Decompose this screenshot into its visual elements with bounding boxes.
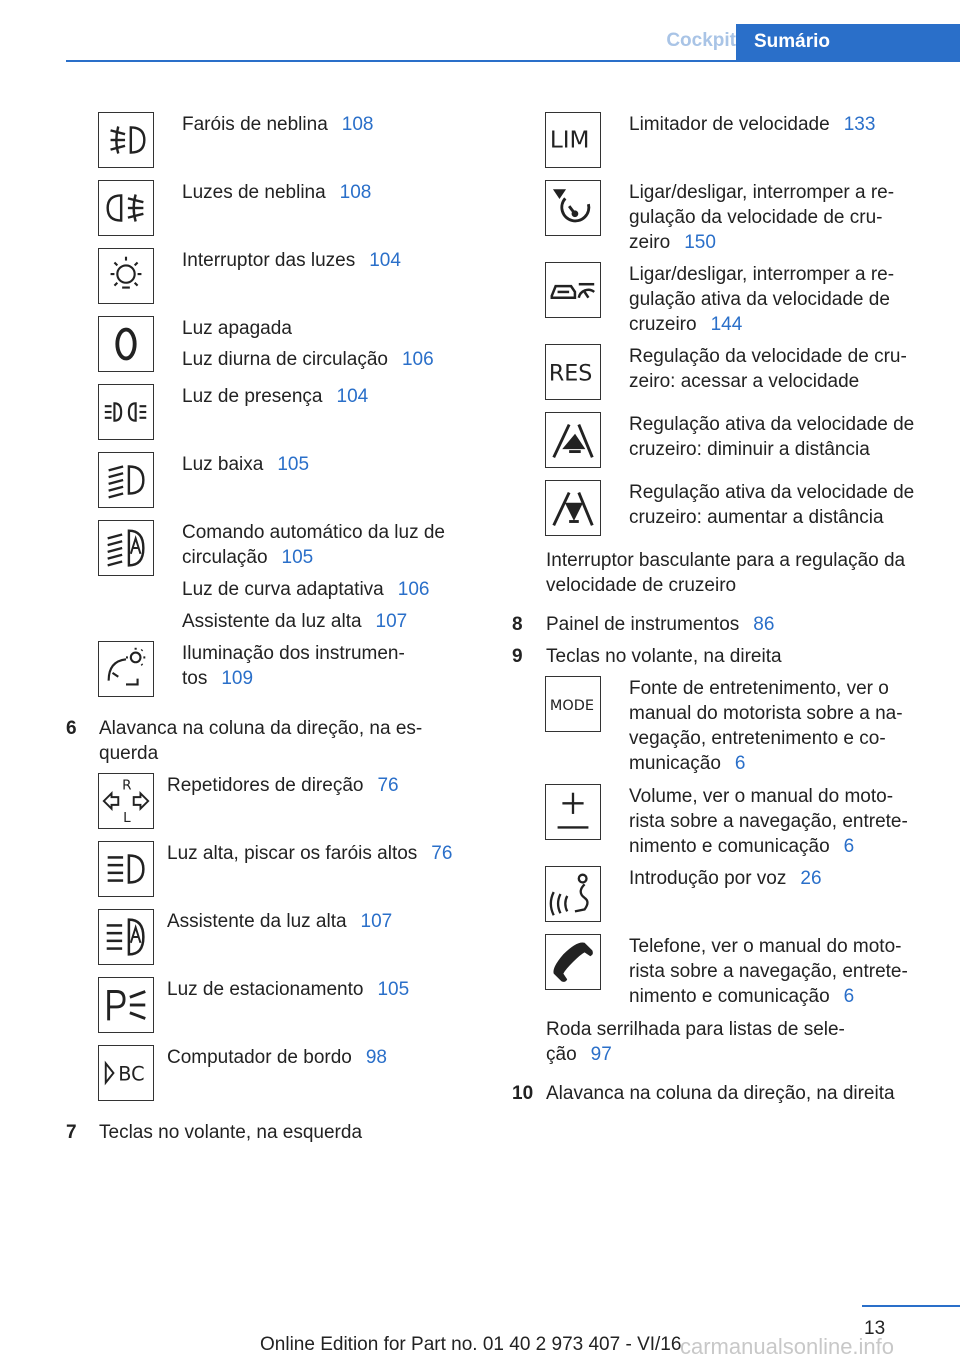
page-ref-link[interactable]: 107 <box>360 911 393 932</box>
tab-summary[interactable]: Sumário <box>736 24 960 62</box>
distance-decrease-icon <box>545 412 601 468</box>
page-ref-link[interactable]: 109 <box>221 668 254 689</box>
item9-entry-0-line1: manual do motorista sobre a na- <box>629 703 903 724</box>
svg-text:R: R <box>122 777 132 794</box>
zero-icon <box>98 316 154 372</box>
page-ref-link[interactable]: 104 <box>336 386 369 407</box>
mode-icon <box>545 676 601 732</box>
item9-entry-0-line0: Fonte de entretenimento, ver o <box>629 678 889 699</box>
item9-entry-0-line3: municação 6 <box>629 753 746 774</box>
res-icon <box>545 344 601 400</box>
low-beam-icon <box>98 452 154 508</box>
item6-entry-0: Repetidores de direção 76 <box>167 775 399 796</box>
rocker-switch-text-line2: velocidade de cruzeiro <box>546 575 737 596</box>
page-ref-link[interactable]: 6 <box>843 836 855 857</box>
auto-light-icon <box>98 520 154 576</box>
page-ref-link[interactable]: 133 <box>843 114 876 135</box>
active-cruise-icon <box>545 262 601 318</box>
fog-headlights-icon <box>98 112 154 168</box>
left-entry-7-line0: Iluminação dos instrumen- <box>182 643 405 664</box>
fog-lights-icon <box>98 180 154 236</box>
item7-text: Teclas no volante, na esquerda <box>99 1122 363 1143</box>
item9-entry-1-line2: nimento e comunicação 6 <box>629 836 855 857</box>
page-ref-link[interactable]: 106 <box>401 349 434 370</box>
lim-label: LIM <box>549 127 590 154</box>
right-entry-3-line0: Regulação da velocidade de cru- <box>629 346 907 367</box>
left-entry-6-line3: Assistente da luz alta 107 <box>182 611 408 632</box>
right-entry-2-line0: Ligar/desligar, interromper a re- <box>629 264 895 285</box>
board-computer-icon <box>98 1045 154 1101</box>
item-number: 8 <box>512 614 523 635</box>
edition-text: Online Edition for Part no. 01 40 2 973 407 - VI/16 <box>260 1334 682 1355</box>
instrument-lighting-icon <box>98 641 154 697</box>
left-entry-6-line0: Comando automático da luz de <box>182 522 445 543</box>
turn-signals-icon <box>98 773 154 829</box>
left-entry-2: Interruptor das luzes 104 <box>182 250 401 271</box>
page-ref-link[interactable]: 144 <box>710 314 743 335</box>
thumbwheel-text-line1: Roda serrilhada para listas de sele- <box>546 1019 845 1040</box>
right-entry-5-line0: Regulação ativa da velocidade de <box>629 482 915 503</box>
item-number: 6 <box>66 718 77 739</box>
item9-entry-3-line0: Telefone, ver o manual do moto- <box>629 936 902 957</box>
page-ref-link[interactable]: 98 <box>365 1047 387 1068</box>
right-entry-4-line0: Regulação ativa da velocidade de <box>629 414 915 435</box>
lim-icon <box>545 112 601 168</box>
volume-icon <box>545 784 601 840</box>
left-entry-6-line1: circulação 105 <box>182 547 314 568</box>
header-rule <box>66 60 960 62</box>
item6-entry-3: Luz de estacionamento 105 <box>167 979 410 1000</box>
right-entry-5-line1: cruzeiro: aumentar a distância <box>629 507 884 528</box>
res-label: RES <box>548 360 593 387</box>
right-entry-3-line1: zeiro: acessar a velocidade <box>629 371 860 392</box>
item6-text-line2: querda <box>99 743 159 764</box>
left-entry-3-line1: Luz diurna de circulação 106 <box>182 349 434 370</box>
right-entry-4-line1: cruzeiro: diminuir a distância <box>629 439 870 460</box>
thumbwheel-text-line2: ção 97 <box>546 1044 612 1065</box>
item6-text-line1: Alavanca na coluna da direção, na es- <box>99 718 423 739</box>
page-ref-link[interactable]: 105 <box>377 979 410 1000</box>
left-entry-6-line2: Luz de curva adaptativa 106 <box>182 579 430 600</box>
svg-text:BC: BC <box>118 1062 145 1086</box>
voice-input-icon <box>545 866 601 922</box>
page-ref-link[interactable]: 6 <box>843 986 855 1007</box>
watermark: carmanualsonline.info <box>680 1334 895 1359</box>
left-entry-4: Luz de presença 104 <box>182 386 369 407</box>
item6-entry-1: Luz alta, piscar os faróis altos 76 <box>167 843 453 864</box>
distance-increase-icon <box>545 480 601 536</box>
light-switch-icon <box>98 248 154 304</box>
left-entry-5: Luz baixa 105 <box>182 454 310 475</box>
page-ref-link[interactable]: 6 <box>734 753 746 774</box>
svg-text:L: L <box>123 810 131 827</box>
left-entry-7-line1: tos 109 <box>182 668 254 689</box>
left-entry-0: Faróis de neblina 108 <box>182 114 374 135</box>
mode-label: MODE <box>549 697 594 714</box>
page-ref-link[interactable]: 97 <box>590 1044 612 1065</box>
page-ref-link[interactable]: 150 <box>684 232 716 253</box>
right-entry-1-line0: Ligar/desligar, interromper a re- <box>629 182 895 203</box>
telephone-icon <box>545 934 601 990</box>
page-number: 13 <box>864 1318 886 1339</box>
item9-entry-1-line1: rista sobre a navegação, entrete- <box>629 811 908 832</box>
item9-entry-3-line1: rista sobre a navegação, entrete- <box>629 961 908 982</box>
page-ref-link[interactable]: 108 <box>339 182 372 203</box>
item6-entry-4: Computador de bordo 98 <box>167 1047 387 1068</box>
right-entry-0: Limitador de velocidade 133 <box>629 114 876 135</box>
page-ref-link[interactable]: 26 <box>800 868 822 889</box>
item-number: 9 <box>512 646 523 667</box>
parking-lights-icon <box>98 384 154 440</box>
page-ref-link[interactable]: 105 <box>281 547 314 568</box>
page-ref-link[interactable]: 76 <box>431 843 453 864</box>
parking-light-icon <box>98 977 154 1033</box>
item10-text: Alavanca na coluna da direção, na direita <box>546 1083 895 1104</box>
left-entry-3-line0: Luz apagada <box>182 318 292 339</box>
page-ref-link[interactable]: 76 <box>377 775 399 796</box>
page-ref-link[interactable]: 86 <box>753 614 775 635</box>
page-ref-link[interactable]: 105 <box>277 454 310 475</box>
high-beam-icon <box>98 841 154 897</box>
left-entry-1: Luzes de neblina 108 <box>182 182 372 203</box>
right-entry-1-line1: gulação da velocidade de cru- <box>629 207 883 228</box>
item8-text: Painel de instrumentos 86 <box>546 614 775 635</box>
right-entry-2-line2: cruzeiro 144 <box>629 314 743 335</box>
item-number: 10 <box>512 1083 534 1104</box>
cruise-control-icon <box>545 180 601 236</box>
high-beam-assist-icon <box>98 909 154 965</box>
rocker-switch-text-line1: Interruptor basculante para a regulação da <box>546 550 906 571</box>
item9-entry-2: Introdução por voz 26 <box>629 868 822 889</box>
item9-entry-1-line0: Volume, ver o manual do moto- <box>629 786 894 807</box>
item9-entry-3-line2: nimento e comunicação 6 <box>629 986 855 1007</box>
page-ref-link[interactable]: 108 <box>341 114 374 135</box>
footer-rule <box>862 1305 960 1307</box>
right-entry-2-line1: gulação ativa da velocidade de <box>629 289 890 310</box>
page-ref-link[interactable]: 107 <box>375 611 408 632</box>
tab-cockpit[interactable]: Cockpit <box>666 30 736 51</box>
page-ref-link[interactable]: 104 <box>369 250 401 271</box>
right-entry-1-line2: zeiro 150 <box>629 232 716 253</box>
item9-text: Teclas no volante, na direita <box>546 646 782 667</box>
item9-entry-0-line2: vegação, entretenimento e co- <box>629 728 886 749</box>
item6-entry-2: Assistente da luz alta 107 <box>167 911 393 932</box>
page-ref-link[interactable]: 106 <box>397 579 430 600</box>
item-number: 7 <box>66 1122 77 1143</box>
